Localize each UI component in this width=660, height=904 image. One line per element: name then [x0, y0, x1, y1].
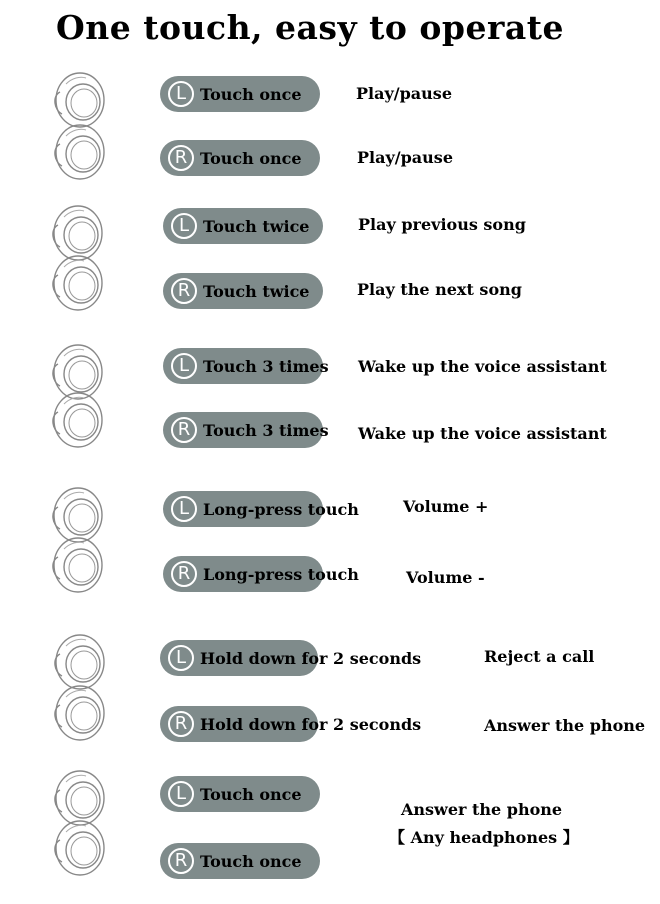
gesture-label: Hold down for 2 seconds: [200, 648, 422, 668]
gesture-label: Touch twice: [203, 216, 310, 236]
left-earbud-badge: L: [171, 496, 197, 522]
gesture-pill-right-1: [160, 140, 320, 176]
right-earbud-badge: R: [168, 848, 194, 874]
right-earbud-badge: R: [171, 417, 197, 443]
left-earbud-badge: L: [168, 81, 194, 107]
action-label: Volume +: [403, 497, 489, 516]
action-label: Play/pause: [357, 148, 453, 167]
action-label: Play/pause: [356, 84, 452, 103]
right-earbud-badge: R: [171, 561, 197, 587]
action-label: Wake up the voice assistant: [358, 357, 607, 376]
earbud-pair-1: [55, 73, 104, 179]
gesture-pill-left-6: [160, 776, 320, 812]
action-label: Answer the phone: [484, 716, 646, 735]
left-earbud-badge: L: [171, 353, 197, 379]
left-earbud-badge: L: [168, 645, 194, 671]
action-label-any-headphones: 【 Any headphones 】: [389, 828, 579, 847]
gesture-label: Touch 3 times: [203, 356, 329, 376]
gesture-pill-left-3: [163, 348, 329, 384]
earbud-pair-5: [55, 635, 104, 740]
page-title: One touch, easy to operate: [56, 8, 564, 47]
gesture-label: Hold down for 2 seconds: [200, 714, 422, 734]
gesture-pill-left-5: [160, 640, 422, 676]
earbud-pair-3: [53, 345, 102, 447]
gesture-label: Touch twice: [203, 281, 310, 301]
gesture-pill-right-5: [160, 706, 422, 742]
gesture-pill-right-2: [163, 273, 323, 309]
gesture-label: Touch once: [200, 784, 302, 804]
gesture-label: Touch once: [200, 148, 302, 168]
right-earbud-badge: R: [168, 145, 194, 171]
gesture-pill-right-3: [163, 412, 329, 448]
action-label: Reject a call: [484, 647, 595, 666]
gesture-label: Touch once: [200, 851, 302, 871]
gesture-pill-left-2: [163, 208, 323, 244]
left-earbud-badge: L: [171, 213, 197, 239]
action-label: Volume -: [406, 568, 485, 587]
gesture-label: Touch once: [200, 84, 302, 104]
action-label: Play previous song: [358, 215, 526, 234]
gesture-label: Long-press touch: [203, 564, 359, 584]
gesture-label: Touch 3 times: [203, 420, 329, 440]
action-label: Play the next song: [357, 280, 522, 299]
earbud-pair-4: [53, 488, 102, 592]
left-earbud-badge: L: [168, 781, 194, 807]
gesture-pill-left-4: [163, 491, 359, 527]
right-earbud-badge: R: [171, 278, 197, 304]
earbud-pair-2: [53, 206, 102, 310]
earbud-pair-6: [55, 771, 104, 875]
gesture-pill-left-1: [160, 76, 320, 112]
gesture-pill-right-4: [163, 556, 359, 592]
gesture-label: Long-press touch: [203, 499, 359, 519]
action-label-answer: Answer the phone: [401, 800, 563, 819]
right-earbud-badge: R: [168, 711, 194, 737]
gesture-pill-right-6: [160, 843, 320, 879]
action-label: Wake up the voice assistant: [358, 424, 607, 443]
